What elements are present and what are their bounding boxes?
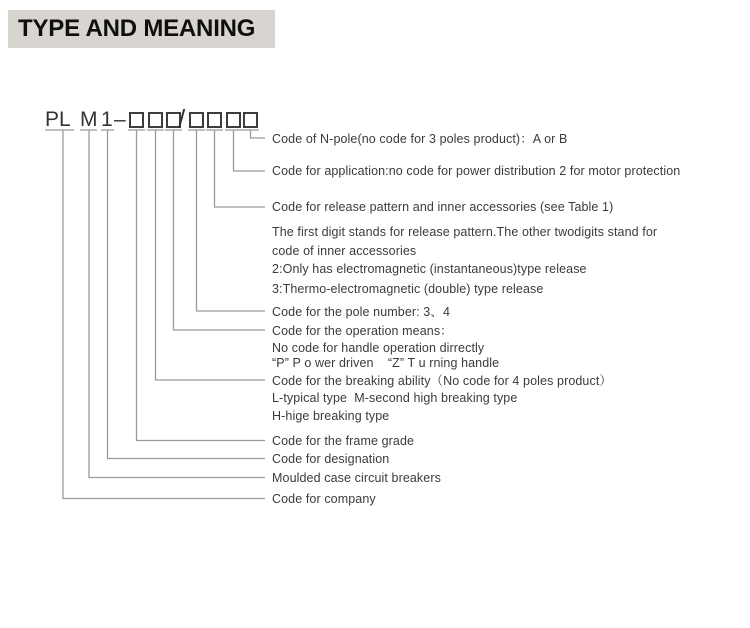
code-box-2	[148, 112, 163, 128]
label-operation-means: Code for the operation means：	[272, 324, 453, 338]
connector-operation-means	[174, 130, 266, 330]
label-designation: Code for designation	[272, 451, 390, 466]
label-release-detail-3: 2:Only has electromagnetic (instantaneous)type release	[272, 262, 587, 276]
label-breaking-detail-2: H-hige breaking type	[272, 408, 390, 423]
label-operation-detail-2: “P” P o wer driven “Z” T u rning handle	[272, 355, 500, 370]
connector-designation	[108, 130, 266, 459]
connector-n-pole	[251, 130, 266, 138]
connector-pole-number	[197, 130, 266, 311]
label-breaking-detail-1: L-typical type M-second high breaking type	[272, 390, 518, 405]
code-part-m: M	[80, 108, 98, 131]
code-dash: –	[114, 108, 126, 131]
label-release-detail-2: code of inner accessories	[272, 244, 417, 258]
label-frame-grade: Code for the frame grade	[272, 433, 415, 448]
connector-breaking-ability	[156, 130, 266, 380]
connector-company	[63, 130, 265, 499]
connector-frame-grade	[137, 130, 266, 441]
section-title-box	[8, 10, 275, 48]
page-title: TYPE AND MEANING	[18, 15, 256, 42]
code-box-5	[207, 112, 222, 128]
label-release-detail-4: 3:Thermo-electromagnetic (double) type release	[272, 282, 544, 296]
code-box-1	[129, 112, 144, 128]
label-release-pattern: Code for release pattern and inner accessories (see Table 1)	[272, 200, 614, 214]
connector-moulded-case	[89, 130, 265, 478]
label-application: Code for application:no code for power distribution 2 for motor protection	[272, 164, 681, 178]
connector-application	[234, 130, 266, 171]
connector-release-pattern	[215, 130, 266, 207]
label-moulded-case: Moulded case circuit breakers	[272, 470, 441, 485]
code-slash: /	[178, 104, 186, 134]
label-release-detail-1: The first digit stands for release pattern.The other twodigits stand for	[272, 225, 658, 239]
label-breaking-ability: Code for the breaking ability（No code for 4 poles product）	[272, 374, 613, 388]
code-part-1: 1	[101, 108, 113, 131]
label-pole-number: Code for the pole number: 3、4	[272, 305, 451, 319]
code-box-6	[226, 112, 241, 128]
code-box-7	[243, 112, 258, 128]
code-part-pl: PL	[45, 108, 71, 131]
label-operation-detail-1: No code for handle operation dirrectly	[272, 340, 485, 355]
label-company: Code for company	[272, 491, 376, 506]
code-box-4	[189, 112, 204, 128]
label-n-pole: Code of N-pole(no code for 3 poles product)：A or B	[272, 132, 568, 146]
